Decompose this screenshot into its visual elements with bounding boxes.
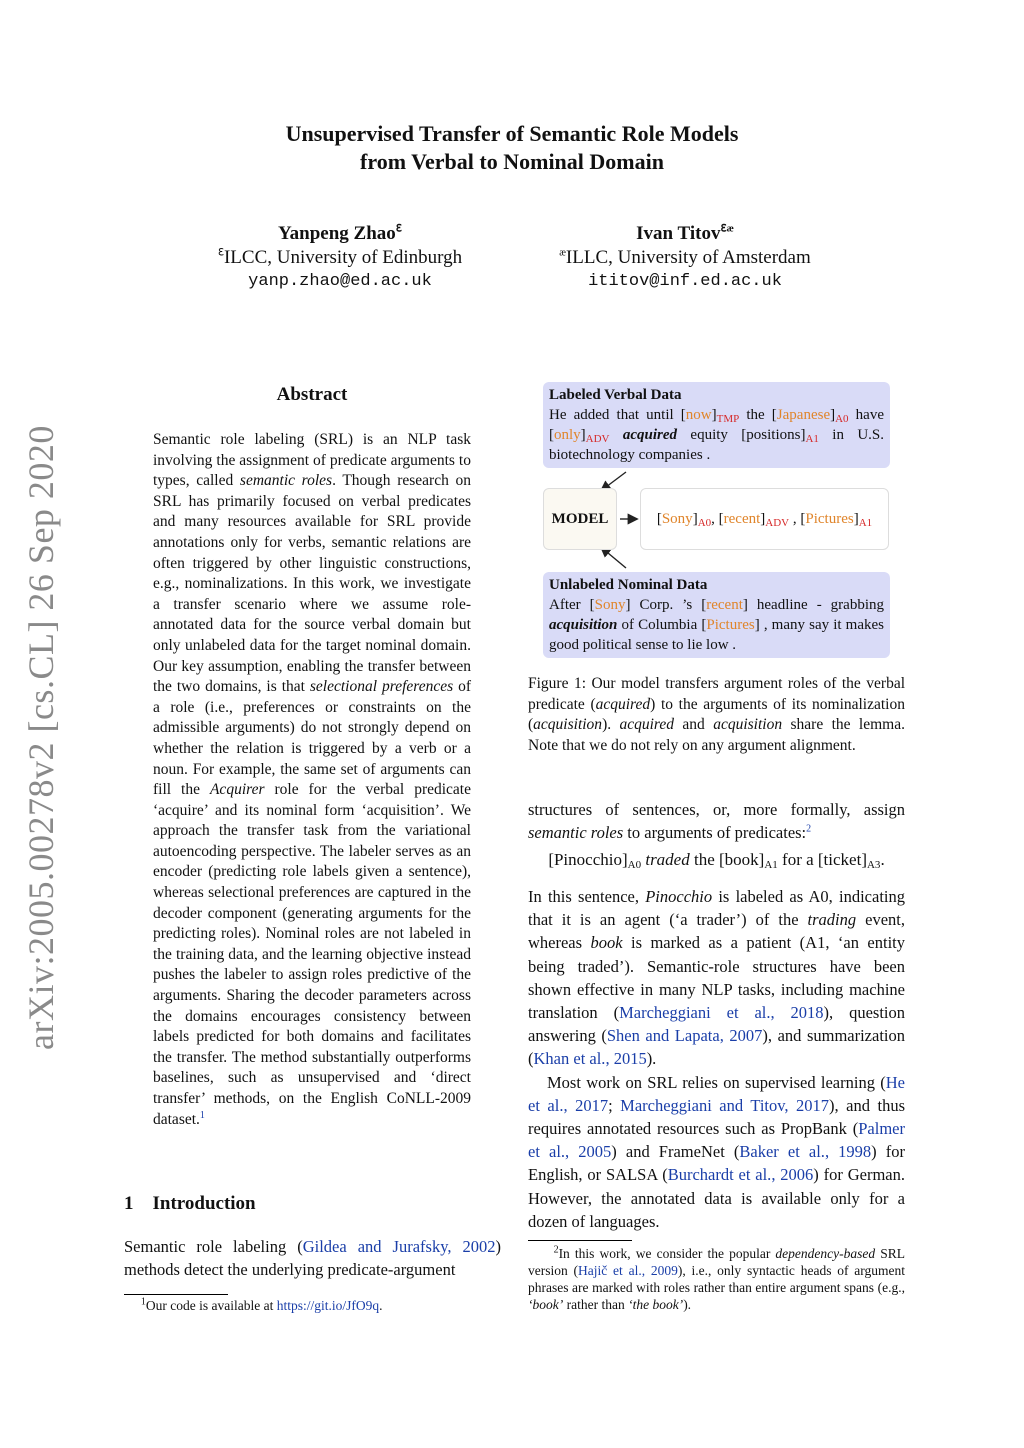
nominal-header: Unlabeled Nominal Data <box>549 577 708 593</box>
author-2-name: Ivan Titov <box>636 223 721 244</box>
cite-khan[interactable]: Khan et al., 2015 <box>533 1049 647 1069</box>
footnote-1: $^1$Our code is available at https://git.io/JfO9q. <box>140 1296 383 1313</box>
author-1-name: Yanpeng Zhao <box>278 223 396 244</box>
author-2-email[interactable]: ititov@inf.ed.ac.uk <box>588 272 782 291</box>
author-2-aff-sup: æ <box>559 247 566 259</box>
author-2 <box>520 222 850 294</box>
model-box: MODEL <box>543 488 617 550</box>
author-1 <box>180 222 500 294</box>
abstract-body: Semantic role labeling (SRL) is an NLP task involving the assignment of predicate arguments to types, called semantic roles. Though research on SRL has primarily focused on verbal predicates and many resources available for SRL provide annotations only for verbs, semantic relations are often triggered by other linguistic constructions, e.g., nominalizations. In this work, we investigate a transfer scenario where we assume role-annotated data for the source verbal domain but only unlabeled data for the target nominal domain. Our key assumption, enabling the transfer between the two domains, is that selectional preferences of a role (i.e., preferences or constraints on the admissible arguments) do not strongly depend on whether the relation is triggered by a verb or a noun. For example, the same set of arguments can fill the Acquirer role for the verbal predicate ‘acquire’ and its nominal form ‘acquisition’. We approach the transfer task from the variational autoencoding perspective. The labeler serves as an encoder (predicting role labels given a sentence), whereas selectional preferences are captured in the decoder component (generating arguments for the predicting roles). Nominal roles are not labeled in the training data, and the learning objective instead pushes the labeler to assign roles predictive of the arguments. Sharing the decoder parameters across the domains encourages consistency between labels predicted for both domains and facilitates the transfer. The method substantially outperforms baselines, such as unsupervised and ‘direct transfer’ methods, on the English CoNLL-2009 dataset.$^1$ <box>153 431 471 1128</box>
cite-he[interactable]: He et al., 2017 <box>528 1072 905 1115</box>
cite-burchardt[interactable]: Burchardt et al., 2006 <box>667 1165 814 1185</box>
author-1-sup: ℇ <box>395 223 402 235</box>
arrow-nominal-to-model <box>602 548 626 568</box>
footnote-rule-1 <box>124 1294 228 1295</box>
verbal-header: Labeled Verbal Data <box>549 387 682 403</box>
section-1-heading: 1 Introduction <box>124 1193 256 1214</box>
abstract-heading: Abstract <box>276 384 348 405</box>
arxiv-id: arXiv:2005.00278v2 [cs.CL] 26 Sep 2020 <box>21 425 61 1050</box>
code-link[interactable]: https://git.io/JfO9q <box>276 1298 380 1313</box>
author-2-affiliation: ILLC, University of Amsterdam <box>565 247 811 268</box>
cite-baker[interactable]: Baker et al., 1998 <box>739 1142 872 1162</box>
figure-1-caption: Figure 1: Our model transfers argument roles of the verbal predicate (acquired) to the arguments of its nominalization (acquisition). acquired and acquisition share the lemma. Note that we do not rely on any argument alignment. <box>528 675 906 754</box>
cite-palmer[interactable]: Palmer et al., 2005 <box>528 1119 905 1162</box>
cite-hajic[interactable]: Hajič et al., 2009 <box>578 1263 678 1278</box>
title-line-1: Unsupervised Transfer of Semantic Role Models <box>285 121 739 146</box>
intro-paragraph: Semantic role labeling (Gildea and Jurafsky, 2002) methods detect the underlying predicate-argument <box>124 1237 502 1279</box>
cite-marcheggiani-titov[interactable]: Marcheggiani and Titov, 2017 <box>620 1095 830 1115</box>
author-2-sup: ℇæ <box>720 223 734 235</box>
col2-paragraph-2: In this sentence, Pinocchio is labeled as A0, indicating that it is an agent (‘a trader’) of the trading event, whereas book is marked as a patient (A1, ‘an entity being traded’). Semantic-role structures have been shown effective in many NLP tasks, including machine translation (Marcheggiani et al., 2018), question answering (Shen and Lapata, 2007), and summarization (Khan et al., 2015). Most work on SRL relies on supervised learning (He et al., 2017; Marcheggiani and Titov, 2017), and thus requires annotated resources such as PropBank (Palmer et al., 2005) and FrameNet (Baker et al., 1998) for English, or SALSA (Burchardt et al., 2006) for German. However, the annotated data is available only for a dozen of languages. <box>528 887 906 1231</box>
footnote-1-ref[interactable]: 1 <box>199 1109 205 1121</box>
cite-marcheggiani-2018[interactable]: Marcheggiani et al., 2018 <box>619 1003 824 1023</box>
example-sentence: $[Pinocchio]_{A0}$ traded the $[book]_{A1}$ for a $[ticket]_{A3}$. <box>548 850 885 871</box>
footnote-2-ref[interactable]: 2 <box>806 823 812 835</box>
cite-gildea[interactable]: Gildea and Jurafsky, 2002 <box>302 1237 496 1256</box>
author-1-aff-sup: ℇ <box>217 247 224 259</box>
labeled-verbal-box <box>543 382 890 468</box>
arxiv-sidebar <box>20 425 80 1110</box>
footnote-rule-2 <box>528 1240 632 1241</box>
unlabeled-nominal-box <box>543 572 890 658</box>
col2-paragraph-1: structures of sentences, or, more formally, assign semantic roles to arguments of predicates:$^2$ <box>528 800 905 843</box>
cite-shen-lapata[interactable]: Shen and Lapata, 2007 <box>606 1026 763 1046</box>
author-1-affiliation: ILCC, University of Edinburgh <box>223 247 463 268</box>
footnote-2: $^2$In this work, we consider the popular dependency-based SRL version (Hajič et al., 2009), i.e., only syntactic heads of argument phrases are marked with roles rather than entire argument spans (e.g., ‘book’ rather than ‘the book’). <box>528 1244 905 1312</box>
output-box: $[Sony]_{A0}$, $[recent]_{ADV}$ , $[Pictures]_{A1}$ <box>640 488 889 550</box>
paper-title <box>0 120 1024 176</box>
verbal-sentence: He added that until $[now]_{TMP}$ the $[Japanese]_{A0}$ have $[only]_{ADV}$ acquired equity $[positions]_{A1}$ in U.S. biotechnology companies . <box>549 407 885 463</box>
title-line-2: from Verbal to Nominal Domain <box>360 149 664 174</box>
author-1-email[interactable]: yanp.zhao@ed.ac.uk <box>248 272 432 291</box>
nominal-sentence: After [Sony] Corp. ’s [recent] headline - grabbing acquisition of Columbia [Pictures] , many say it makes good political sense to lie low . <box>549 597 885 653</box>
